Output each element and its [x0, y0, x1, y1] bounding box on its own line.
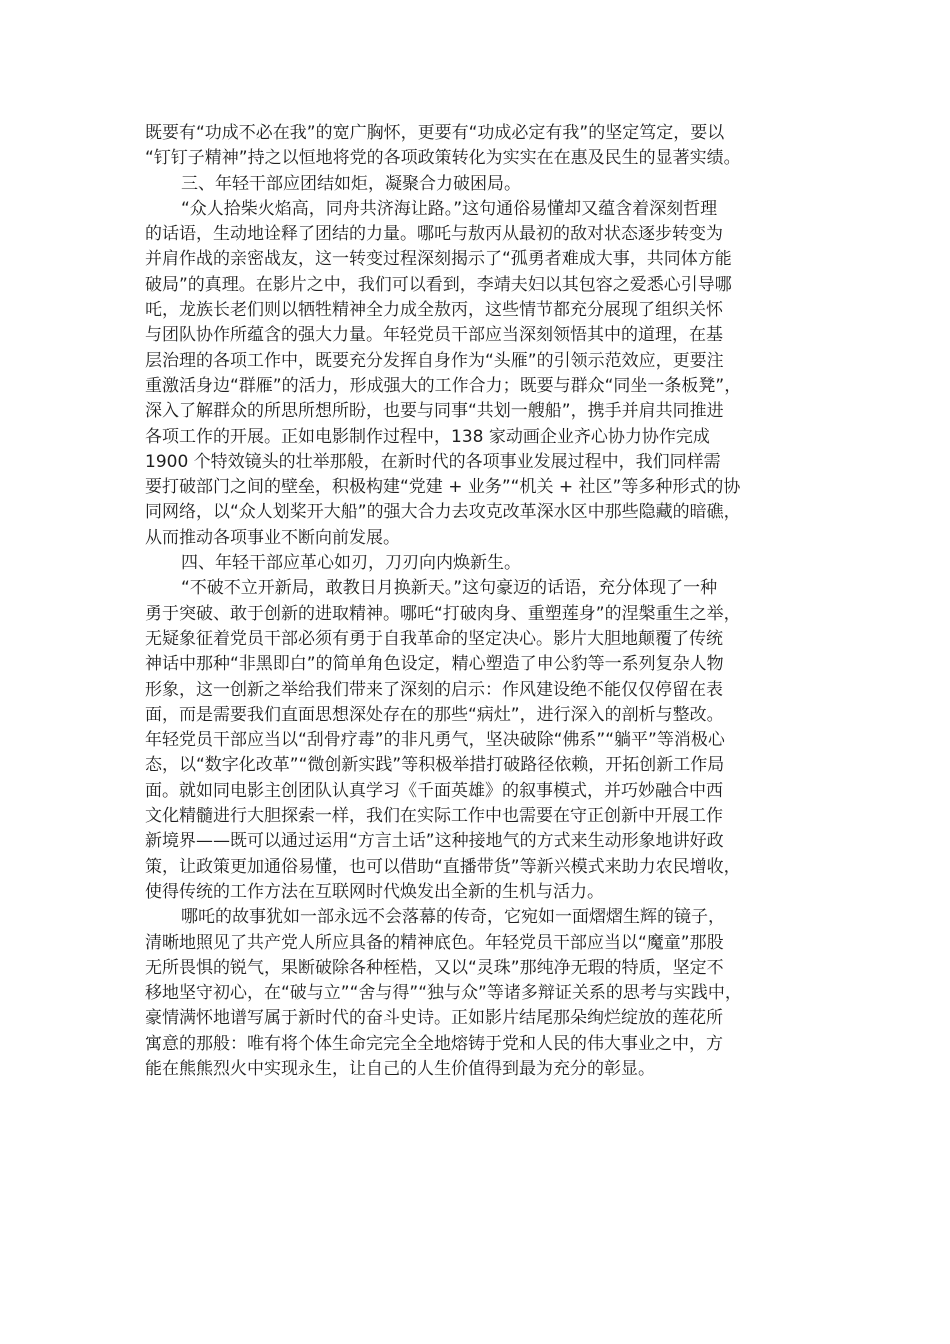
- text-line: 寓意的那般：唯有将个体生命完完全全地熔铸于党和人民的伟大事业之中，方: [145, 1033, 723, 1054]
- text-line: 并肩作战的亲密战友，这一转变过程深刻揭示了“孤勇者难成大事，共同体方能: [145, 249, 732, 270]
- text-line: 的话语，生动地诠释了团结的力量。哪吒与敖丙从最初的敌对状态逐步转变为: [145, 224, 723, 245]
- paragraph-first-line: 四、年轻干部应革心如刃，刀刃向内焕新生。: [181, 553, 521, 574]
- text-line: 态，以“数字化改革”“微创新实践”等积极举措打破路径依赖，开拓创新工作局: [145, 755, 725, 776]
- text-line: 破局”的真理。在影片之中，我们可以看到，李靖夫妇以其包容之爱悉心引导哪: [145, 274, 732, 295]
- text-line: 文化精髓进行大胆探索一样，我们在实际工作中也需要在守正创新中开展工作: [145, 806, 723, 827]
- text-line: 吒，龙族长老们则以牺牲精神全力成全敖丙，这些情节都充分展现了组织关怀: [145, 300, 723, 321]
- text-line: “钉钉子精神”持之以恒地将党的各项政策转化为实实在在惠及民生的显著实绩。: [145, 148, 741, 169]
- text-line: 各项工作的开展。正如电影制作过程中，138 家动画企业齐心协力协作完成: [145, 426, 710, 447]
- text-line: 层治理的各项工作中，既要充分发挥自身作为“头雁”的引领示范效应，更要注: [145, 350, 724, 371]
- text-line: 勇于突破、敢于创新的进取精神。哪吒“打破肉身、重塑莲身”的涅槃重生之举，: [145, 603, 741, 624]
- text-line: 使得传统的工作方法在互联网时代焕发出全新的生机与活力。: [145, 881, 604, 902]
- text-line: 新境界——既可以通过运用“方言土话”这种接地气的方式来生动形象地讲好政: [145, 831, 724, 852]
- text-line: 同网络，以“众人划桨开大船”的强大合力去攻克改革深水区中那些隐藏的暗礁，: [145, 502, 741, 523]
- text-line: 策，让政策更加通俗易懂，也可以借助“直播带货”等新兴模式来助力农民增收，: [145, 856, 741, 877]
- text-line: 无所畏惧的锐气，果断破除各种桎梏，又以“灵珠”那纯净无瑕的特质，坚定不: [145, 957, 724, 978]
- text-line: 年轻党员干部应当以“刮骨疗毒”的非凡勇气，坚决破除“佛系”“躺平”等消极心: [145, 730, 725, 751]
- paragraph-first-line: “不破不立开新局，敢教日月换新天。”这句豪迈的话语，充分体现了一种: [181, 578, 718, 599]
- document-body: [145, 121, 812, 1082]
- text-line: 从而推动各项事业不断向前发展。: [145, 527, 400, 548]
- text-line: 要打破部门之间的壁垒，积极构建“党建 + 业务”“机关 + 社区”等多种形式的协: [145, 477, 741, 498]
- text-line: 重激活身边“群雁”的活力，形成强大的工作合力；既要与群众“同坐一条板凳”，: [145, 375, 742, 396]
- text-line: 面。就如同电影主创团队认真学习《千面英雄》的叙事模式，并巧妙融合中西: [145, 780, 723, 801]
- text-line: 神话中那种“非黑即白”的简单角色设定，精心塑造了申公豹等一系列复杂人物: [145, 654, 724, 675]
- text-line: 与团队协作所蕴含的强大力量。年轻党员干部应当深刻领悟其中的道理，在基: [145, 325, 723, 346]
- paragraph-first-line: 哪吒的故事犹如一部永远不会落幕的传奇，它宛如一面熠熠生辉的镜子，: [181, 907, 725, 928]
- text-line: 能在熊熊烈火中实现永生，让自己的人生价值得到最为充分的彰显。: [145, 1058, 655, 1079]
- text-line: 清晰地照见了共产党人所应具备的精神底色。年轻党员干部应当以“魔童”那股: [145, 932, 724, 953]
- text-line: 无疑象征着党员干部必须有勇于自我革命的坚定决心。影片大胆地颠覆了传统: [145, 628, 723, 649]
- text-line: 移地坚守初心，在“破与立”“舍与得”“独与众”等诸多辩证关系的思考与实践中，: [145, 983, 742, 1004]
- text-line: 既要有“功成不必在我”的宽广胸怀，更要有“功成必定有我”的坚定笃定，要以: [145, 123, 725, 143]
- text-line: 豪情满怀地谱写属于新时代的奋斗史诗。正如影片结尾那朵绚烂绽放的莲花所: [145, 1008, 723, 1029]
- paragraph-first-line: “众人拾柴火焰高，同舟共济海让路。”这句通俗易懂却又蕴含着深刻哲理: [181, 198, 718, 219]
- text-line: 面，而是需要我们直面思想深处存在的那些“病灶”，进行深入的剖析与整改。: [145, 704, 724, 725]
- paragraph-first-line: 三、年轻干部应团结如炬，凝聚合力破困局。: [181, 173, 521, 194]
- text-line: 1900 个特效镜头的壮举那般，在新时代的各项事业发展过程中，我们同样需: [145, 451, 721, 472]
- text-line: 深入了解群众的所思所想所盼，也要与同事“共划一艘船”，携手并肩共同推进: [145, 401, 724, 422]
- text-line: 形象，这一创新之举给我们带来了深刻的启示：作风建设绝不能仅仅停留在表: [145, 679, 723, 700]
